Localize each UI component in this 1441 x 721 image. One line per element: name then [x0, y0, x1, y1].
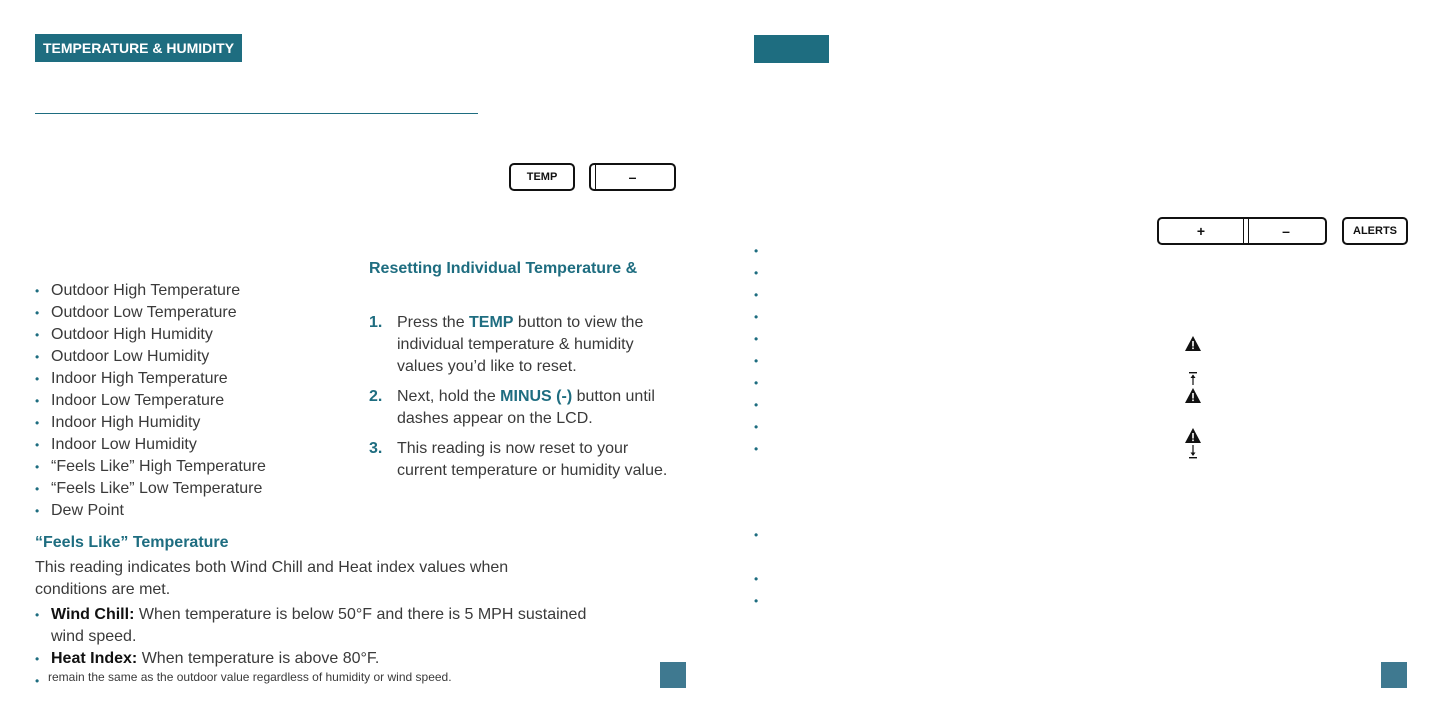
low-alert-icon: [1184, 427, 1202, 461]
bullet-dot: •: [754, 594, 759, 608]
page-number-box: [660, 662, 686, 688]
feels-like-note: remain the same as the outdoor value regardless of humidity or wind speed.: [48, 670, 452, 684]
list-item: • “Feels Like” Low Temperature: [35, 478, 355, 500]
list-item: • Indoor Low Temperature: [35, 390, 355, 412]
minus-key-label: –: [1282, 223, 1290, 239]
feels-like-description: This reading indicates both Wind Chill and Heat index values when conditions are met.: [35, 559, 509, 598]
feels-like-title: “Feels Like” Temperature: [35, 534, 229, 551]
list-item: • Outdoor High Temperature: [35, 280, 355, 302]
item-label: Wind Chill:: [51, 606, 135, 623]
step-key: TEMP: [469, 314, 514, 331]
temp-key-label: TEMP: [526, 171, 558, 183]
high-alert-icon: [1184, 371, 1202, 405]
reset-steps: [369, 312, 679, 490]
page-number-box: [1381, 662, 1407, 688]
bullet-dot: •: [754, 354, 759, 368]
temp-key-icon: [509, 163, 575, 191]
list-item: • Outdoor Low Temperature: [35, 302, 355, 324]
list-item: • Outdoor Low Humidity: [35, 346, 355, 368]
bullet-dot: •: [754, 266, 759, 280]
bullet-dot: •: [754, 332, 759, 346]
bullet-dot: •: [754, 528, 759, 542]
list-item: • Dew Point: [35, 500, 355, 522]
bullet-dot: •: [754, 398, 759, 412]
records-list: [35, 280, 355, 522]
minus-key-label: –: [628, 169, 637, 185]
list-item: • Indoor Low Humidity: [35, 434, 355, 456]
item-text: When temperature is below 50°F and there is 5 MPH sustained wind speed.: [51, 606, 587, 645]
minus-key-icon: [589, 163, 676, 191]
key-divider: [595, 165, 596, 189]
bullet-dot: •: [754, 442, 759, 456]
alert-warning-icon: [1184, 335, 1202, 352]
plus-minus-key-icon: [1157, 217, 1327, 245]
list-item: • Indoor High Temperature: [35, 368, 355, 390]
reset-step: [369, 312, 679, 378]
alerts-key-icon: [1342, 217, 1408, 245]
list-item: • “Feels Like” High Temperature: [35, 456, 355, 478]
step-text-post: button until dashes appear on the LCD.: [397, 388, 655, 427]
reset-step: [369, 438, 679, 482]
list-item: • Indoor High Humidity: [35, 412, 355, 434]
bullet-dot: •: [754, 376, 759, 390]
item-text: When temperature is above 80°F.: [137, 650, 380, 667]
bullet-dot: •: [754, 420, 759, 434]
section-header-box: [754, 35, 829, 63]
step-text-pre: Press the: [397, 314, 470, 331]
step-text-pre: Next, hold the: [397, 388, 501, 405]
bullet-dot: •: [754, 310, 759, 324]
step-text-pre: This reading is now reset to your current temperature or humidity value.: [397, 440, 668, 479]
step-number: 2.: [369, 388, 383, 405]
reset-step: [369, 386, 679, 430]
step-number: 3.: [369, 440, 383, 457]
list-item: [35, 604, 595, 648]
list-item: • Outdoor High Humidity: [35, 324, 355, 346]
bullet-dot: •: [754, 288, 759, 302]
section-header: TEMPERATURE & HUMIDITY: [35, 34, 242, 62]
plus-key-label: +: [1196, 223, 1206, 239]
reset-title: Resetting Individual Temperature &: [369, 260, 638, 277]
step-key: MINUS (-): [500, 388, 573, 405]
step-number: 1.: [369, 314, 383, 331]
section-divider: [35, 113, 478, 114]
bullet-dot: •: [754, 572, 759, 586]
item-label: Heat Index:: [51, 650, 138, 667]
step-text-post: button to view the individual temperature & humidity values you’d like to reset.: [397, 314, 644, 375]
alerts-key-label: ALERTS: [1353, 225, 1397, 237]
bullet-dot: •: [754, 244, 759, 258]
